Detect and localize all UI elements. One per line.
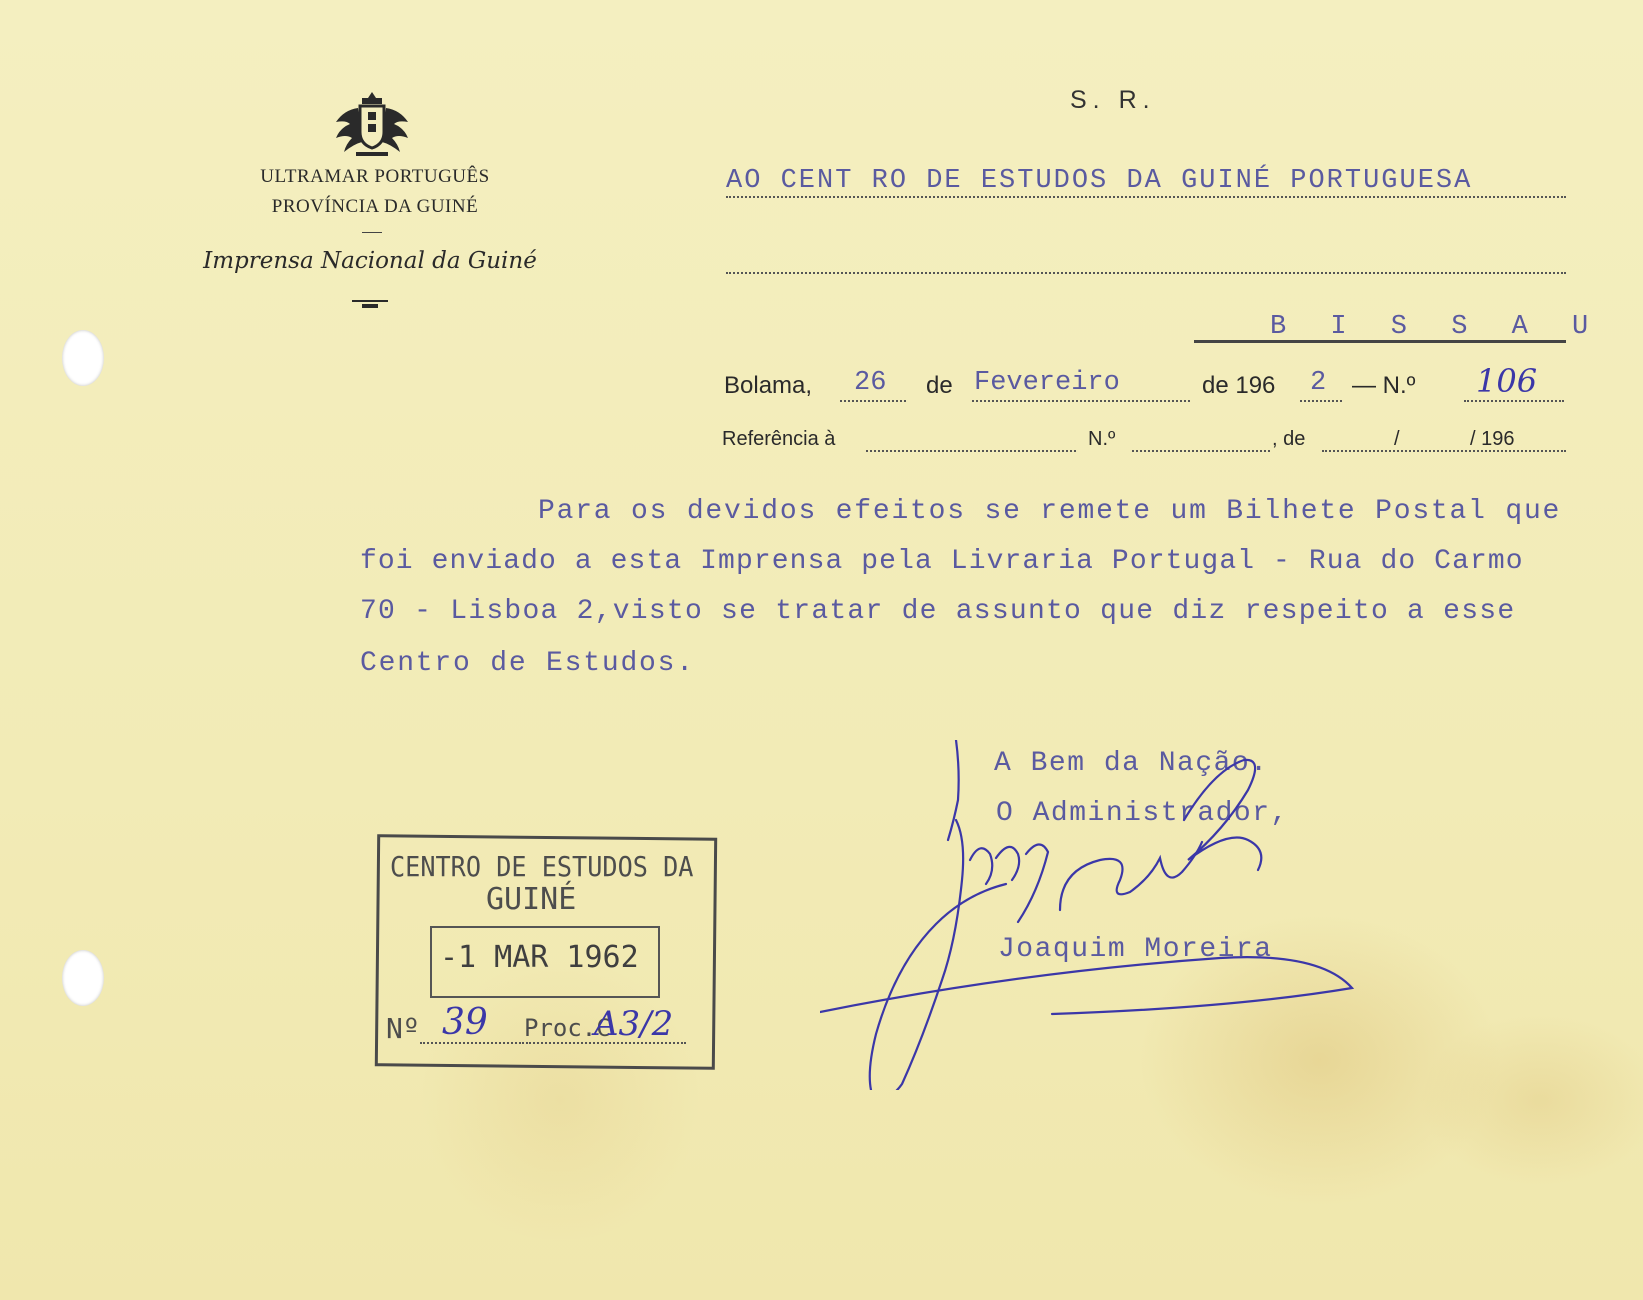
reference-label: Referência à [722, 428, 836, 450]
body-line-2: foi enviado a esta Imprensa pela Livraria Portugal - Rua do Carmo [360, 546, 1524, 577]
reference-number-line [1132, 450, 1270, 452]
body-line-1: Para os devidos efeitos se remete um Bilhete Postal que [538, 496, 1562, 527]
date-day: 26 [854, 368, 887, 398]
stamp-number-line [420, 1042, 524, 1044]
letterhead-ornament [352, 300, 388, 308]
date-month: Fevereiro [974, 368, 1120, 398]
city-underline [1194, 340, 1566, 343]
reference-dotted-line [866, 450, 1076, 452]
closing-salutation: A Bem da Nação. [994, 748, 1269, 779]
stamp-proc-line [526, 1042, 686, 1044]
punch-hole-bottom [62, 950, 104, 1006]
stamp-date: -1 MAR 1962 [440, 940, 639, 975]
place-label: Bolama, [724, 372, 813, 399]
reference-number-label: N.º [1088, 428, 1116, 450]
reference-slash-1: / [1394, 428, 1400, 450]
letterhead-divider [362, 232, 382, 233]
letterhead-press-name: Imprensa Nacional da Guiné [203, 248, 537, 274]
letterhead-line-2: PROVÍNCIA DA GUINÉ [271, 196, 479, 217]
body-line-3: 70 - Lisboa 2,visto se tratar de assunto que diz respeito a esse [360, 596, 1516, 627]
receipt-stamp [376, 836, 714, 1068]
reference-slash-year: / 196 [1470, 428, 1515, 450]
stamp-proc-label: Proc.C [524, 1014, 611, 1042]
year-digit: 2 [1310, 368, 1327, 398]
signatory-name: Joaquim Moreira [998, 934, 1273, 965]
punch-hole-top [62, 330, 104, 386]
number-underline [1464, 400, 1564, 402]
handwritten-signature [820, 740, 1440, 1090]
sr-label: S. R. [1070, 86, 1156, 114]
stamp-institution-line-1: CENTRO DE ESTUDOS DA [390, 850, 694, 883]
stamp-proc-value: A3/2 [594, 1004, 674, 1044]
year-label: de 196 [1202, 372, 1276, 399]
signatory-title: O Administrador, [996, 798, 1289, 829]
body-line-4: Centro de Estudos. [360, 648, 695, 679]
day-underline [840, 400, 906, 402]
number-label: — N.º [1352, 372, 1416, 399]
addressee-line-1: AO CENT RO DE ESTUDOS DA GUINÉ PORTUGUESA [726, 166, 1473, 196]
reference-date-line [1322, 450, 1566, 452]
reference-de-label: , de [1272, 428, 1306, 450]
addressee-dotted-line-2 [726, 272, 1566, 274]
year-underline [1300, 400, 1342, 402]
letterhead-line-1: ULTRAMAR PORTUGUÊS [260, 166, 490, 187]
addressee-city: B I S S A U [1270, 312, 1603, 342]
stamp-number-label: Nº [386, 1012, 420, 1045]
coat-of-arms-icon [322, 88, 422, 160]
date-de-label: de [926, 372, 953, 399]
stamp-number-value: 39 [442, 1002, 488, 1043]
addressee-dotted-line-1 [726, 196, 1566, 198]
document-number: 106 [1476, 362, 1538, 400]
stamp-institution-line-2: GUINÉ [486, 882, 577, 917]
month-underline [972, 400, 1190, 402]
